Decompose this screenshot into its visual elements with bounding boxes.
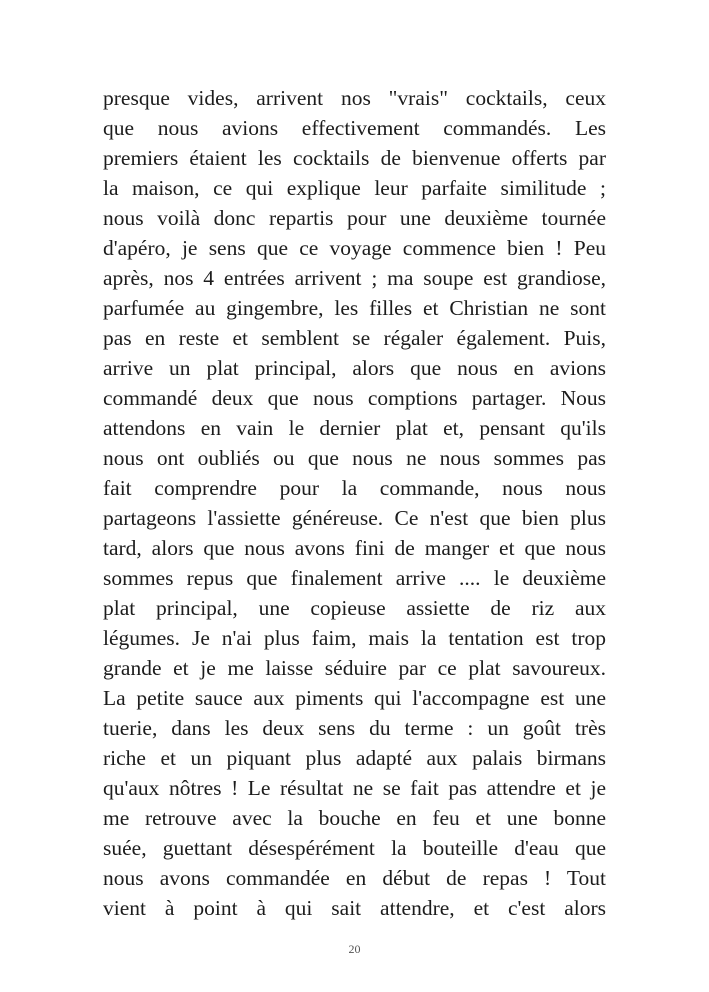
text-line: légumes. Je n'ai plus faim, mais la tentation est trop — [103, 626, 606, 650]
text-line: après, nos 4 entrées arrivent ; ma soupe est grandiose, — [103, 266, 606, 290]
text-line: riche et un piquant plus adapté aux palais birmans — [103, 746, 606, 770]
text-line: que nous avions effectivement commandés. Les — [103, 116, 606, 140]
text-line: me retrouve avec la bouche en feu et une bonne — [103, 806, 606, 830]
page-number: 20 — [348, 942, 361, 956]
text-line: pas en reste et semblent se régaler également. Puis, — [103, 326, 606, 350]
text-line: premiers étaient les cocktails de bienvenue offerts par — [103, 146, 606, 170]
text-line: suée, guettant désespérément la bouteille d'eau que — [103, 836, 606, 860]
text-line: La petite sauce aux piments qui l'accompagne est une — [103, 686, 606, 710]
text-line: parfumée au gingembre, les filles et Christian ne sont — [103, 296, 606, 320]
text-line: tard, alors que nous avons fini de manger et que nous — [103, 536, 606, 560]
text-line: nous ont oubliés ou que nous ne nous sommes pas — [103, 446, 606, 470]
text-line: commandé deux que nous comptions partager. Nous — [103, 386, 606, 410]
text-line: d'apéro, je sens que ce voyage commence bien ! Peu — [103, 236, 606, 260]
text-line: grande et je me laisse séduire par ce plat savoureux. — [103, 656, 606, 680]
text-line: nous avons commandée en début de repas ! Tout — [103, 866, 606, 890]
text-line: presque vides, arrivent nos "vrais" cocktails, ceux — [103, 86, 606, 110]
text-line: attendons en vain le dernier plat et, pensant qu'ils — [103, 416, 606, 440]
text-line: qu'aux nôtres ! Le résultat ne se fait pas attendre et je — [103, 776, 606, 800]
text-line: la maison, ce qui explique leur parfaite similitude ; — [103, 176, 606, 200]
text-line: fait comprendre pour la commande, nous nous — [103, 476, 606, 500]
text-line: tuerie, dans les deux sens du terme : un goût très — [103, 716, 606, 740]
text-line: plat principal, une copieuse assiette de riz aux — [103, 596, 606, 620]
body-text — [103, 83, 606, 923]
text-line: sommes repus que finalement arrive .... le deuxième — [103, 566, 606, 590]
text-line: arrive un plat principal, alors que nous en avions — [103, 356, 606, 380]
text-line: vient à point à qui sait attendre, et c'est alors — [103, 896, 606, 920]
text-line: nous voilà donc repartis pour une deuxième tournée — [103, 206, 606, 230]
text-line: partageons l'assiette généreuse. Ce n'est que bien plus — [103, 506, 606, 530]
